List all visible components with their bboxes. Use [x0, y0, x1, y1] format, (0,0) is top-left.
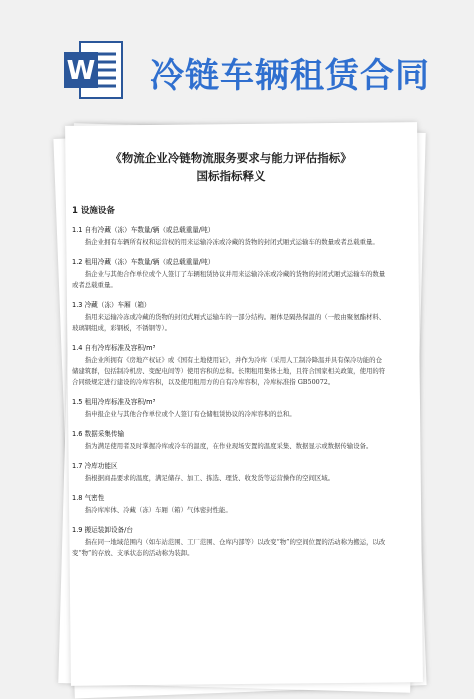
item-body: 指冷库库体、冷藏（冻）车厢（箱）气体密封性能。 [84, 506, 232, 514]
item-list [66, 225, 396, 559]
item-body: 指企业所拥有《房地产权证》或《国有土地使用证》，并作为冷库（采用人工制冷降温并具有保冷功能的仓储建筑群，包括制冷机房、变配电间等）使用容积的总和。长期租用集体土地，且符合国家相关政策，使用的符合同级规定进行建设的冷库容积，以及使用租用方的自有冷库容积，冷库标准指 GB50072。 [72, 356, 386, 386]
item-heading: 1.2 租用冷藏（冻）车数量/辆（或总载重量/吨） [72, 258, 215, 266]
item-heading: 1.4 自有冷库标准及容积/m³ [72, 344, 156, 352]
item-heading: 1.8 气密性 [72, 494, 105, 502]
page-title: 冷链车辆租赁合同 [150, 56, 430, 96]
item-body: 指根据商品要求的温度，满足储存、加工、拣选、理货、收发货等运营操作的空间区域。 [84, 474, 335, 482]
document-item [72, 429, 388, 452]
document-subtitle: 国标指标释义 [196, 169, 266, 183]
item-body: 指企业与其他合作单位或个人签订了车辆租赁协议并用来运输冷冻或冷藏的货物的封闭式厢式运输车的数量或者总载重量。 [72, 270, 386, 289]
item-heading: 1.3 冷藏（冻）车厢（箱） [72, 301, 151, 309]
item-body: 指在同一地域范围内（如车站范围、工厂范围、仓库内部等）以改变“物”的空间位置的活动称为搬运，以改变“物”的存放、支承状态的活动称为装卸。 [72, 538, 386, 557]
item-heading: 1.7 冷库功能区 [72, 462, 118, 470]
document-item [72, 493, 388, 516]
item-body: 指为满足使用者及时掌握冷库或冷车的温度，在作业现场安置的温度采集、数据显示或数据传输设备。 [84, 442, 373, 450]
item-body: 指用来运输冷冻或冷藏的货物的封闭式厢式运输车的一部分结构。厢体是隔热保温的（一般由聚氨酯材料、玻璃钢组成，彩钢板，不锈钢等）。 [72, 313, 386, 332]
item-body: 指企业拥有车辆所有权和运营权的用来运输冷冻或冷藏的货物的封闭式厢式运输车的数量或者总载重量。 [84, 238, 379, 246]
logo-letter: W [66, 56, 96, 86]
item-heading: 1.9 搬运装卸设备/台 [72, 526, 133, 534]
document-item [72, 461, 388, 484]
document-item [72, 300, 388, 334]
document-content [66, 150, 396, 559]
item-heading: 1.5 租用冷库标准及容积/m³ [72, 398, 156, 406]
header-banner [0, 0, 474, 120]
item-heading: 1.6 数据采集传输 [72, 430, 125, 438]
document-item [72, 225, 388, 248]
document-item [72, 343, 388, 388]
item-heading: 1.1 自有冷藏（冻）车数量/辆（或总载重量/吨） [72, 226, 215, 234]
word-document-icon [62, 38, 124, 102]
document-item [72, 397, 388, 420]
item-body: 指申报企业与其他合作单位或个人签订有仓储租赁协议的冷库容积的总和。 [84, 410, 296, 418]
document-item [72, 257, 388, 291]
document-item [72, 525, 388, 559]
document-title: 《物流企业冷链物流服务要求与能力评估指标》 [110, 151, 352, 165]
section-heading: 1 设施设备 [72, 206, 115, 216]
